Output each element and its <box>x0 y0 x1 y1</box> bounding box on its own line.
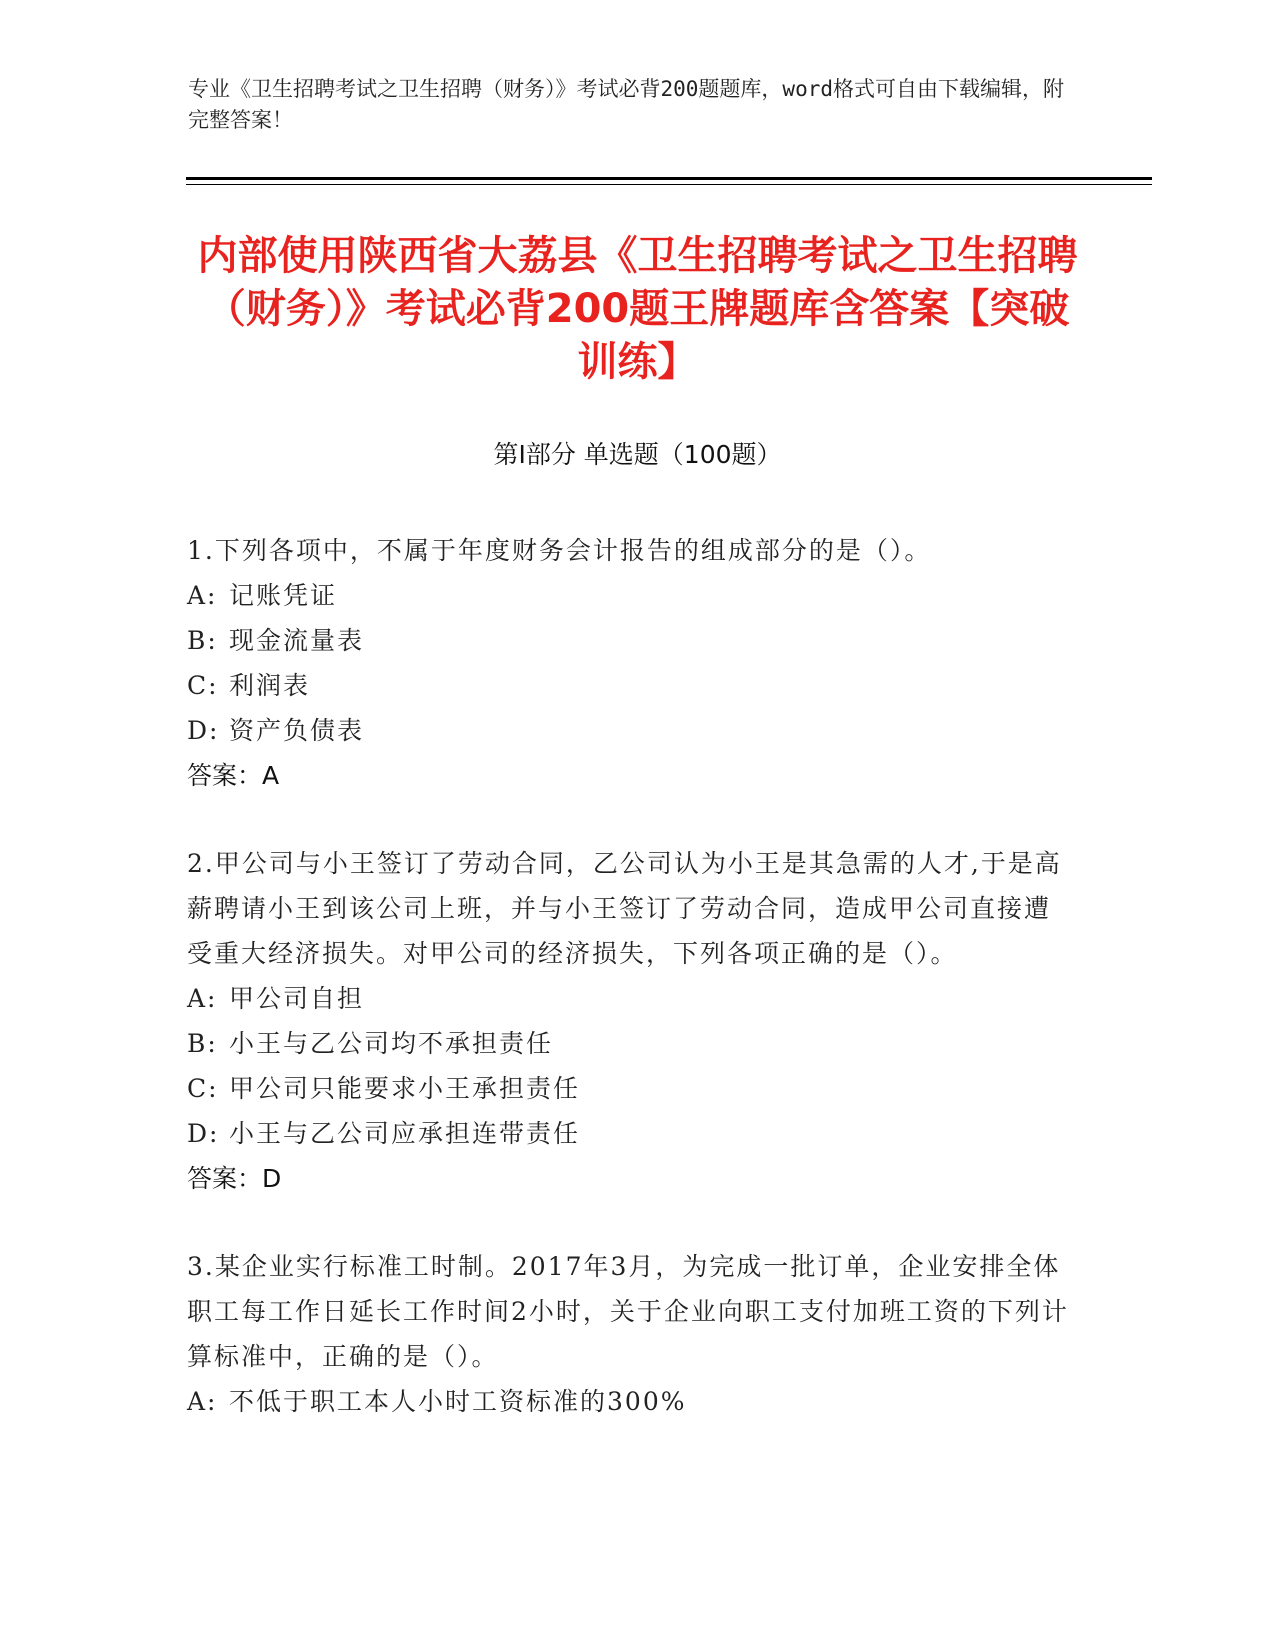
option-a <box>187 1379 1077 1424</box>
option-label: C: <box>187 1074 219 1103</box>
option-c <box>187 663 1077 708</box>
question-stem: 3.某企业实行标准工时制。2017年3月，为完成一批订单，企业安排全体职工每工作日延长工作时间2小时，关于企业向职工支付加班工资的下列计算标准中，正确的是（）。 <box>187 1252 1069 1371</box>
option-d <box>187 1111 1077 1156</box>
header-rule-thin <box>186 184 1152 185</box>
option-text: 甲公司只能要求小王承担责任 <box>229 1074 581 1103</box>
question-list <box>187 528 1077 1467</box>
header-rule-thick <box>186 177 1152 180</box>
option-text: 小王与乙公司均不承担责任 <box>229 1029 554 1058</box>
option-label: A: <box>187 984 218 1013</box>
answer: 答案：D <box>187 1164 282 1193</box>
header-note: 专业《卫生招聘考试之卫生招聘（财务）》考试必背200题题库，word格式可自由下载编辑，附完整答案！ <box>188 77 1064 132</box>
question-stem: 1.下列各项中，不属于年度财务会计报告的组成部分的是（）。 <box>187 536 932 565</box>
option-a <box>187 573 1077 618</box>
option-c <box>187 1066 1077 1111</box>
question-1 <box>187 528 1077 798</box>
option-d <box>187 708 1077 753</box>
option-label: B: <box>187 1029 218 1058</box>
answer: 答案：A <box>187 761 280 790</box>
option-text: 不低于职工本人小时工资标准的300% <box>229 1387 687 1416</box>
option-label: A: <box>187 581 218 610</box>
option-a <box>187 976 1077 1021</box>
document-title: 内部使用陕西省大荔县《卫生招聘考试之卫生招聘（财务）》考试必背200题王牌题库含答案【突破训练】 <box>197 233 1078 385</box>
option-label: B: <box>187 626 218 655</box>
question-stem: 2.甲公司与小王签订了劳动合同，乙公司认为小王是其急需的人才,于是高薪聘请小王到该公司上班，并与小王签订了劳动合同，造成甲公司直接遭受重大经济损失。对甲公司的经济损失，下列各项正确的是（）。 <box>187 849 1062 968</box>
option-label: A: <box>187 1387 218 1416</box>
option-text: 现金流量表 <box>229 626 365 655</box>
option-text: 记账凭证 <box>229 581 338 610</box>
option-label: C: <box>187 671 219 700</box>
section-heading: 第I部分 单选题（100题） <box>493 440 782 469</box>
option-b <box>187 618 1077 663</box>
option-text: 甲公司自担 <box>229 984 365 1013</box>
option-text: 资产负债表 <box>229 716 365 745</box>
option-text: 利润表 <box>229 671 311 700</box>
option-text: 小王与乙公司应承担连带责任 <box>229 1119 581 1148</box>
option-b <box>187 1021 1077 1066</box>
question-3 <box>187 1244 1077 1424</box>
option-label: D: <box>187 1119 220 1148</box>
option-label: D: <box>187 716 220 745</box>
question-2 <box>187 841 1077 1201</box>
